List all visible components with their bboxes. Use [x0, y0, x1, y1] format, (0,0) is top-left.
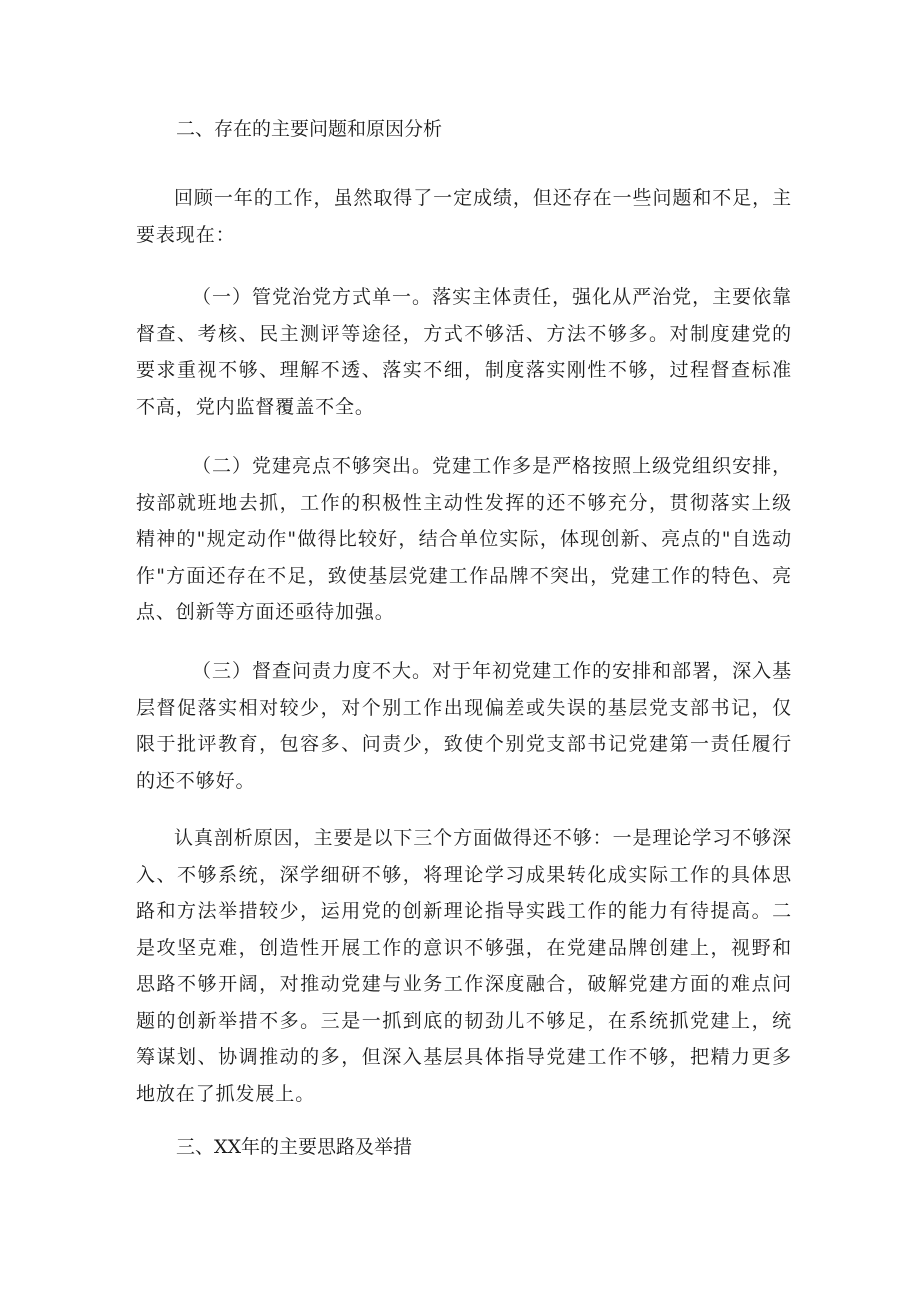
section-three-heading: 三、XX年的主要思路及举措: [176, 1136, 413, 1158]
intro-paragraph: 回顾一年的工作，虽然取得了一定成绩，但还存在一些问题和不足，主要表现在：: [136, 187, 792, 246]
problem-two-paragraph: （二）党建亮点不够突出。党建工作多是严格按照上级党组织安排，按部就班地去抓，工作的积极性主动性发挥的还不够充分，贯彻落实上级精神的"规定动作"做得比较好，结合单位实际，体现创新、亮点的"自选动作"方面还存在不足，致使基层党建工作品牌不突出，党建工作的特色、亮点、创新等方面还亟待加强。: [136, 455, 792, 623]
section-two-heading: 二、存在的主要问题和原因分析: [176, 118, 443, 140]
problem-one-paragraph: （一）管党治党方式单一。落实主体责任，强化从严治党，主要依靠督查、考核、民主测评等途径，方式不够活、方法不够多。对制度建党的要求重视不够、理解不透、落实不细，制度落实刚性不够，过程督查标准不高，党内监督覆盖不全。: [136, 286, 792, 418]
problem-three-paragraph: （三）督查问责力度不大。对于年初党建工作的安排和部署，深入基层督促落实相对较少，对个别工作出现偏差或失误的基层党支部书记，仅限于批评教育，包容多、问责少，致使个别党支部书记党建第一责任履行的还不够好。: [136, 660, 792, 792]
cause-analysis-paragraph: 认真剖析原因，主要是以下三个方面做得还不够：一是理论学习不够深入、不够系统，深学细研不够，将理论学习成果转化成实际工作的具体思路和方法举措较少，运用党的创新理论指导实践工作的能力有待提高。二是攻坚克难，创造性开展工作的意识不够强，在党建品牌创建上，视野和思路不够开阔，对推动党建与业务工作深度融合，破解党建方面的难点问题的创新举措不多。三是一抓到底的韧劲儿不够足，在系统抓党建上，统筹谋划、协调推动的多，但深入基层具体指导党建工作不够，把精力更多地放在了抓发展上。: [136, 827, 792, 1105]
